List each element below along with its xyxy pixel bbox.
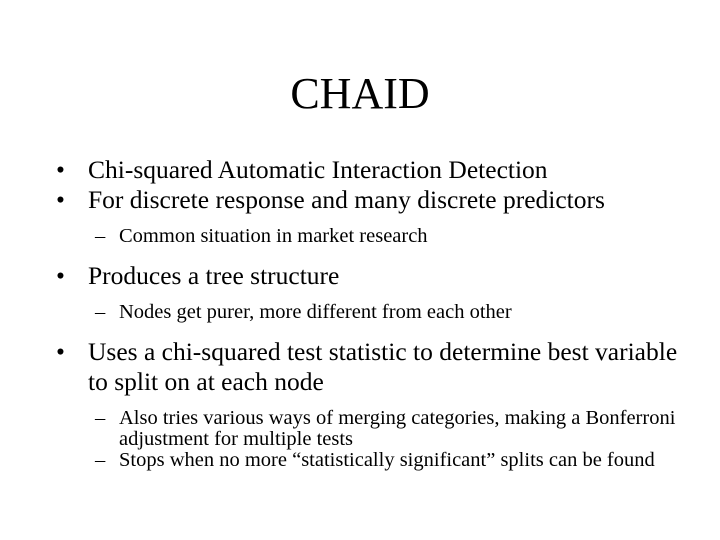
bullet-text: Uses a chi-squared test statistic to determine best variable to split on at each node	[88, 337, 678, 396]
bullet-marker: •	[56, 185, 65, 214]
slide-title: CHAID	[290, 69, 430, 118]
bullet-item	[56, 261, 696, 291]
sub-bullet-marker: –	[95, 225, 106, 247]
bullet-item	[56, 155, 696, 185]
sub-bullet-text: Common situation in market research	[119, 225, 428, 247]
bullet-marker: •	[56, 261, 65, 290]
sub-bullet-marker: –	[95, 301, 106, 323]
sub-bullet-item	[56, 450, 696, 471]
sub-bullet-marker: –	[95, 449, 106, 471]
sub-bullet-item	[56, 302, 696, 323]
bullet-list	[56, 155, 696, 471]
bullet-marker: •	[56, 155, 65, 184]
bullet-text: Produces a tree structure	[88, 261, 340, 290]
sub-bullet-item	[56, 408, 696, 450]
bullet-item	[56, 185, 696, 215]
sub-bullet-item	[56, 226, 696, 247]
sub-bullet-marker: –	[95, 407, 106, 429]
bullet-marker: •	[56, 337, 65, 366]
sub-bullet-text: Stops when no more “statistically significant” splits can be found	[119, 449, 655, 471]
sub-bullet-text: Nodes get purer, more different from each other	[119, 301, 512, 323]
bullet-text: Chi-squared Automatic Interaction Detection	[88, 155, 548, 184]
bullet-text: For discrete response and many discrete predictors	[88, 185, 605, 214]
bullet-item	[56, 337, 696, 397]
sub-bullet-text: Also tries various ways of merging categories, making a Bonferroni adjustment for multiple tests	[119, 407, 676, 450]
